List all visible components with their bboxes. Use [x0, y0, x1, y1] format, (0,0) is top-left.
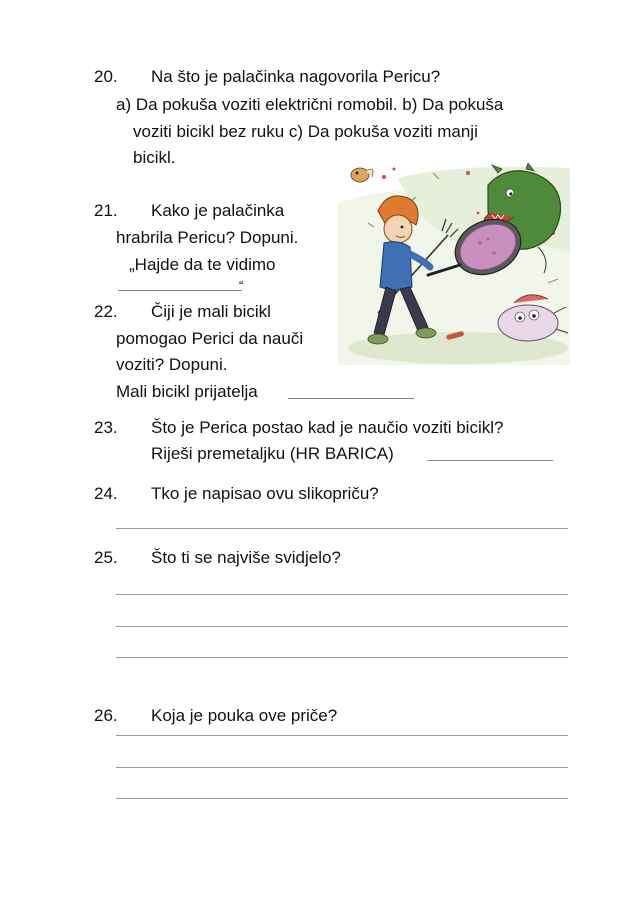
question-23-text: Što je Perica postao kad je naučio voziti bicikl?: [151, 418, 504, 437]
question-22-text-line-1: Čiji je mali bicikl: [151, 302, 271, 321]
answer-line-23[interactable]: [427, 460, 553, 461]
question-22-text-line-2: pomogao Perici da nauči: [116, 329, 304, 348]
answer-line-26-1[interactable]: [116, 735, 568, 736]
question-21-closing-quote: “: [239, 278, 244, 293]
answer-line-25-3[interactable]: [116, 657, 568, 658]
answer-line-24[interactable]: [116, 528, 568, 529]
answer-line-26-2[interactable]: [116, 767, 568, 768]
question-24-text: Tko je napisao ovu slikopriču?: [151, 484, 379, 503]
question-21-text-line-2: hrabrila Pericu? Dopuni.: [116, 228, 299, 247]
question-20-number: 20.: [94, 67, 118, 86]
question-22-prompt: Mali bicikl prijatelja: [116, 382, 258, 401]
question-20-options-line-2: voziti bicikl bez ruku c) Da pokuša voziti manji: [133, 122, 478, 141]
question-26-number: 26.: [94, 706, 118, 725]
question-23-prompt: Riješi premetaljku (HR BARICA): [151, 444, 394, 463]
answer-line-21[interactable]: [118, 290, 242, 291]
question-26-text: Koja je pouka ove priče?: [151, 706, 338, 725]
answer-line-22[interactable]: [288, 398, 414, 399]
question-23-number: 23.: [94, 418, 118, 437]
question-22-text-line-3: voziti? Dopuni.: [116, 355, 228, 374]
question-24-number: 24.: [94, 484, 118, 503]
question-20-text: Na što je palačinka nagovorila Pericu?: [151, 67, 441, 86]
question-21-prompt: „Hajde da te vidimo: [129, 255, 276, 274]
question-25-text: Što ti se najviše svidjelo?: [151, 548, 341, 567]
answer-line-25-1[interactable]: [116, 594, 568, 595]
question-21-number: 21.: [94, 201, 118, 220]
answer-line-26-3[interactable]: [116, 798, 568, 799]
question-21-text-line-1: Kako je palačinka: [151, 201, 285, 220]
question-22-number: 22.: [94, 302, 118, 321]
question-25-number: 25.: [94, 548, 118, 567]
question-20-options-line-1: a) Da pokuša voziti električni romobil. b) Da pokuša: [116, 95, 504, 114]
story-illustration: [338, 163, 570, 365]
answer-line-25-2[interactable]: [116, 626, 568, 627]
question-20-options-line-3: bicikl.: [133, 148, 176, 167]
